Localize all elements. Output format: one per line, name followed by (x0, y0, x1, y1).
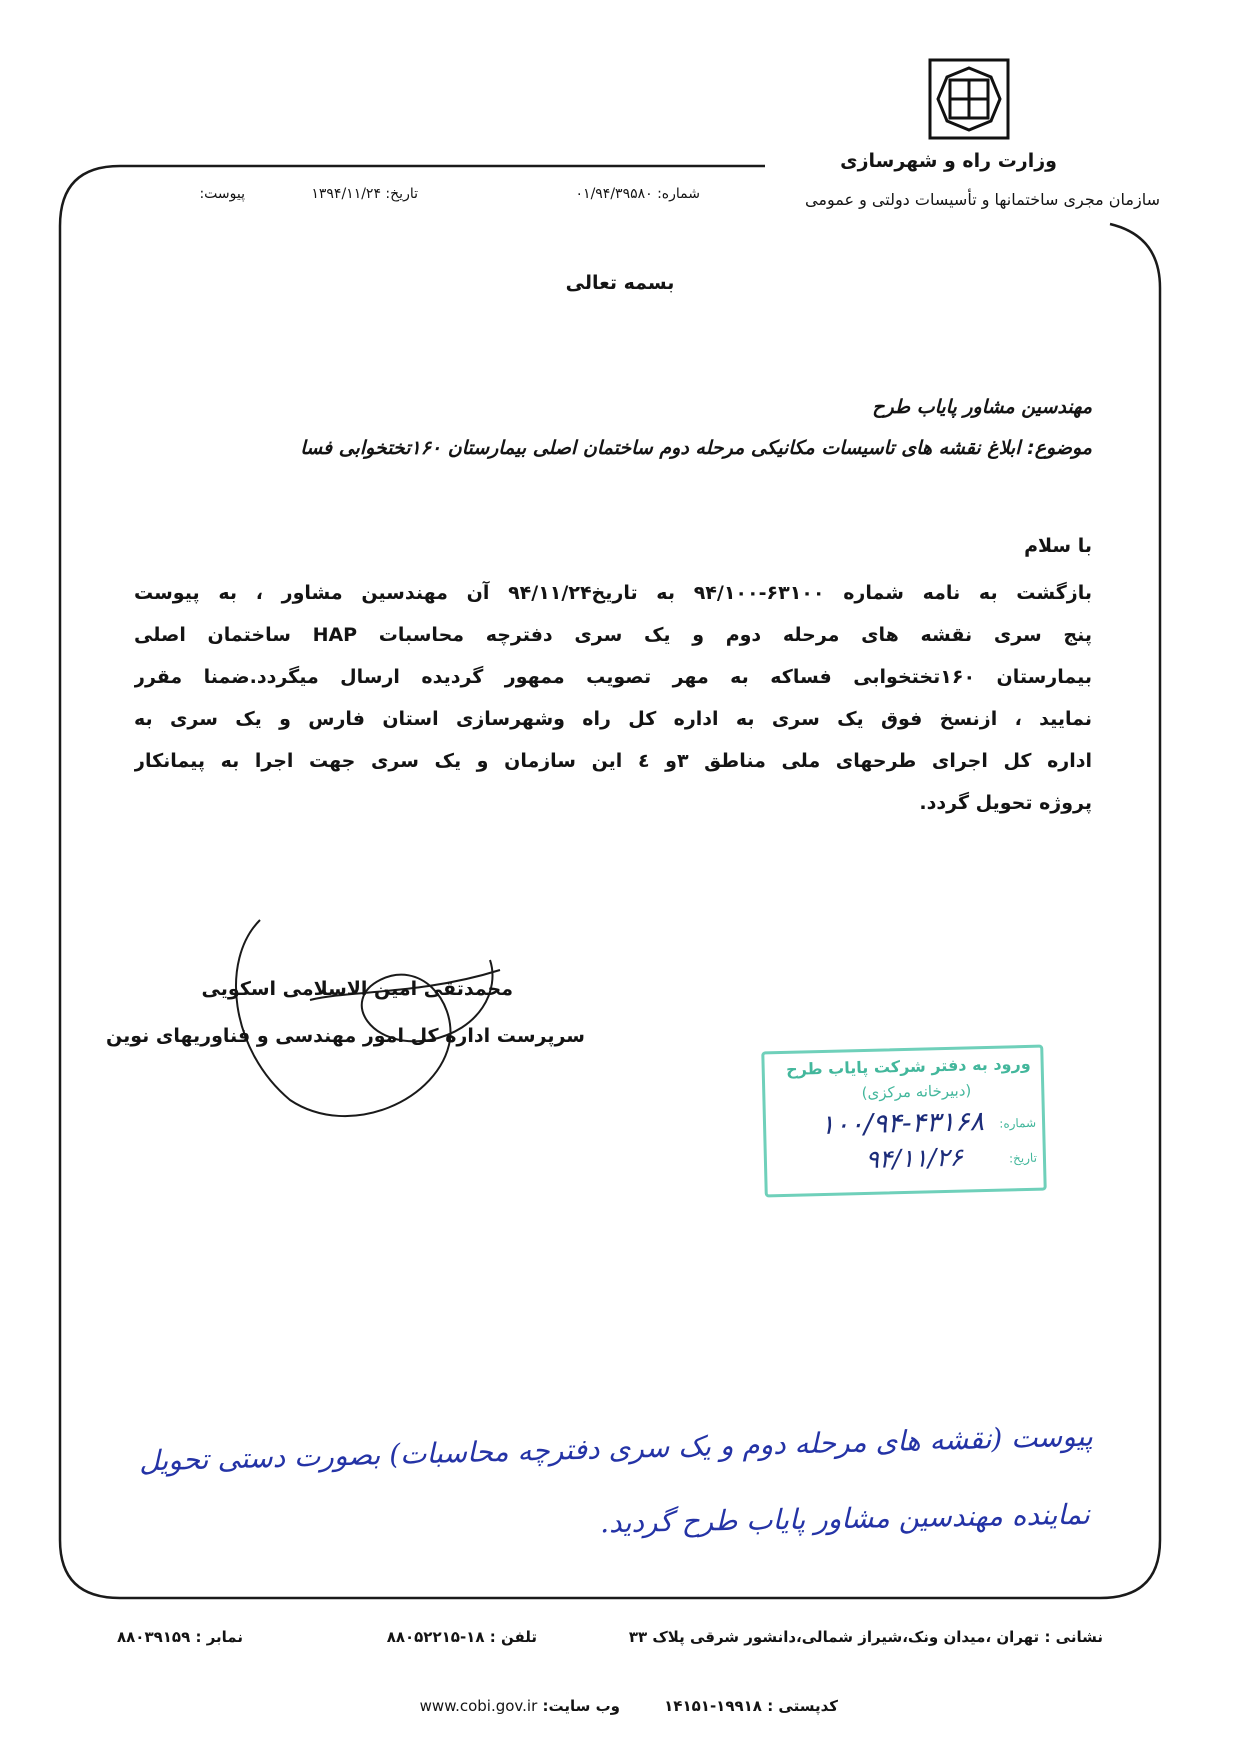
footer-phone-label: تلفن : (489, 1628, 537, 1646)
stamp-date-label: تاریخ: (1008, 1150, 1038, 1166)
footer-postal-code (664, 1697, 838, 1715)
ministry-logo (928, 58, 1010, 140)
stamp-number-value: ۱۰۰/۹۴-۴۳۱۶۸ (819, 1106, 985, 1142)
letter-attachment-label: پیوست: (199, 186, 245, 202)
signer-name: محمدتقی امین الاسلامی اسکویی (201, 978, 513, 1000)
letter-number-label: شماره: (657, 186, 700, 202)
bismillah-heading: بسمه تعالی (565, 272, 675, 294)
stamp-subtitle: (دبیرخانه مرکزی) (861, 1081, 972, 1103)
footer-phone-value: ۱۸-۸۸۰۵۲۲۱۵ (386, 1628, 485, 1646)
receipt-stamp (761, 1045, 1046, 1198)
body-line: بیمارستان ۱۶۰تختخوابی فساکه به مهر تصویب ممهور گردیده ارسال میگردد.ضمنا مقرر (134, 666, 1092, 688)
letter-number-value: ۰۱/۹۴/۳۹۵۸۰ (575, 186, 653, 202)
stamp-date-value: ۹۴/۱۱/۲۶ (865, 1142, 964, 1174)
signer-title: سرپرست اداره کل امور مهندسی و فناوریهای نوین (106, 1025, 585, 1047)
letter-date-label: تاریخ: (385, 186, 418, 202)
handwritten-note-line: پیوست (نقشه های مرحله دوم و یک سری دفترچه محاسبات) بصورت دستی تحویل (138, 1419, 1094, 1478)
letter-date (311, 186, 418, 202)
letter-date-value: ۱۳۹۴/۱۱/۲۴ (311, 186, 381, 202)
letter-number (576, 186, 700, 202)
letter-attachment (199, 186, 245, 202)
body-line: پنج سری نقشه های مرحله دوم و یک سری دفترچه محاسبات HAP ساختمان اصلی (134, 624, 1092, 646)
letter-subject: موضوع: ابلاغ نقشه های تاسیسات مکانیکی مرحله دوم ساختمان اصلی بیمارستان ۱۶۰تختخوابی فسا (300, 437, 1092, 459)
footer-website-label: وب سایت: (542, 1697, 620, 1715)
letter-body (134, 572, 1092, 824)
signature-scribble (200, 900, 600, 1140)
footer-postal-value: ۱۹۹۱۸-۱۴۱۵۱ (664, 1697, 762, 1715)
ministry-title: وزارت راه و شهرسازی (840, 150, 1057, 172)
body-line: اداره کل اجرای طرحهای ملی مناطق ۳و ٤ این سازمان و یک سری جهت اجرا به پیمانکار (134, 750, 1092, 772)
footer-postal-label: کدپستی : (767, 1697, 838, 1715)
footer-phone (387, 1628, 537, 1646)
stamp-number-label: شماره: (999, 1115, 1037, 1131)
footer-website-link[interactable]: www.cobi.gov.ir (419, 1697, 538, 1715)
body-line: نمایید ، ازنسخ فوق یک سری به اداره کل راه وشهرسازی استان فارس و یک سری به (134, 708, 1092, 730)
addressee: مهندسین مشاور پایاب طرح (872, 396, 1092, 418)
footer-website (420, 1697, 620, 1715)
footer-fax-label: نمابر : (195, 1628, 243, 1646)
footer-address-label: نشانی : (1044, 1628, 1103, 1646)
body-line: بازگشت به نامه شماره ۶۳۱۰۰-۹۴/۱۰۰ به تاریخ۹۴/۱۱/۲۴ آن مهندسین مشاور ، به پیوست (134, 582, 1092, 604)
organization-name: سازمان مجری ساختمانها و تأسیسات دولتی و عمومی (805, 190, 1160, 209)
footer-address-value: تهران ،میدان ونک،شیراز شمالی،دانشور شرقی پلاک ۳۳ (628, 1628, 1040, 1646)
body-line: پروژه تحویل گردد. (919, 792, 1092, 814)
handwritten-note-line: نماینده مهندسین مشاور پایاب طرح گردید. (599, 1497, 1091, 1540)
greeting: با سلام (1024, 535, 1092, 557)
footer-fax (117, 1628, 243, 1646)
footer-address (629, 1628, 1103, 1646)
footer-fax-value: ۸۸۰۳۹۱۵۹ (117, 1628, 191, 1646)
stamp-title: ورود به دفتر شرکت پایاب طرح (785, 1053, 1031, 1079)
